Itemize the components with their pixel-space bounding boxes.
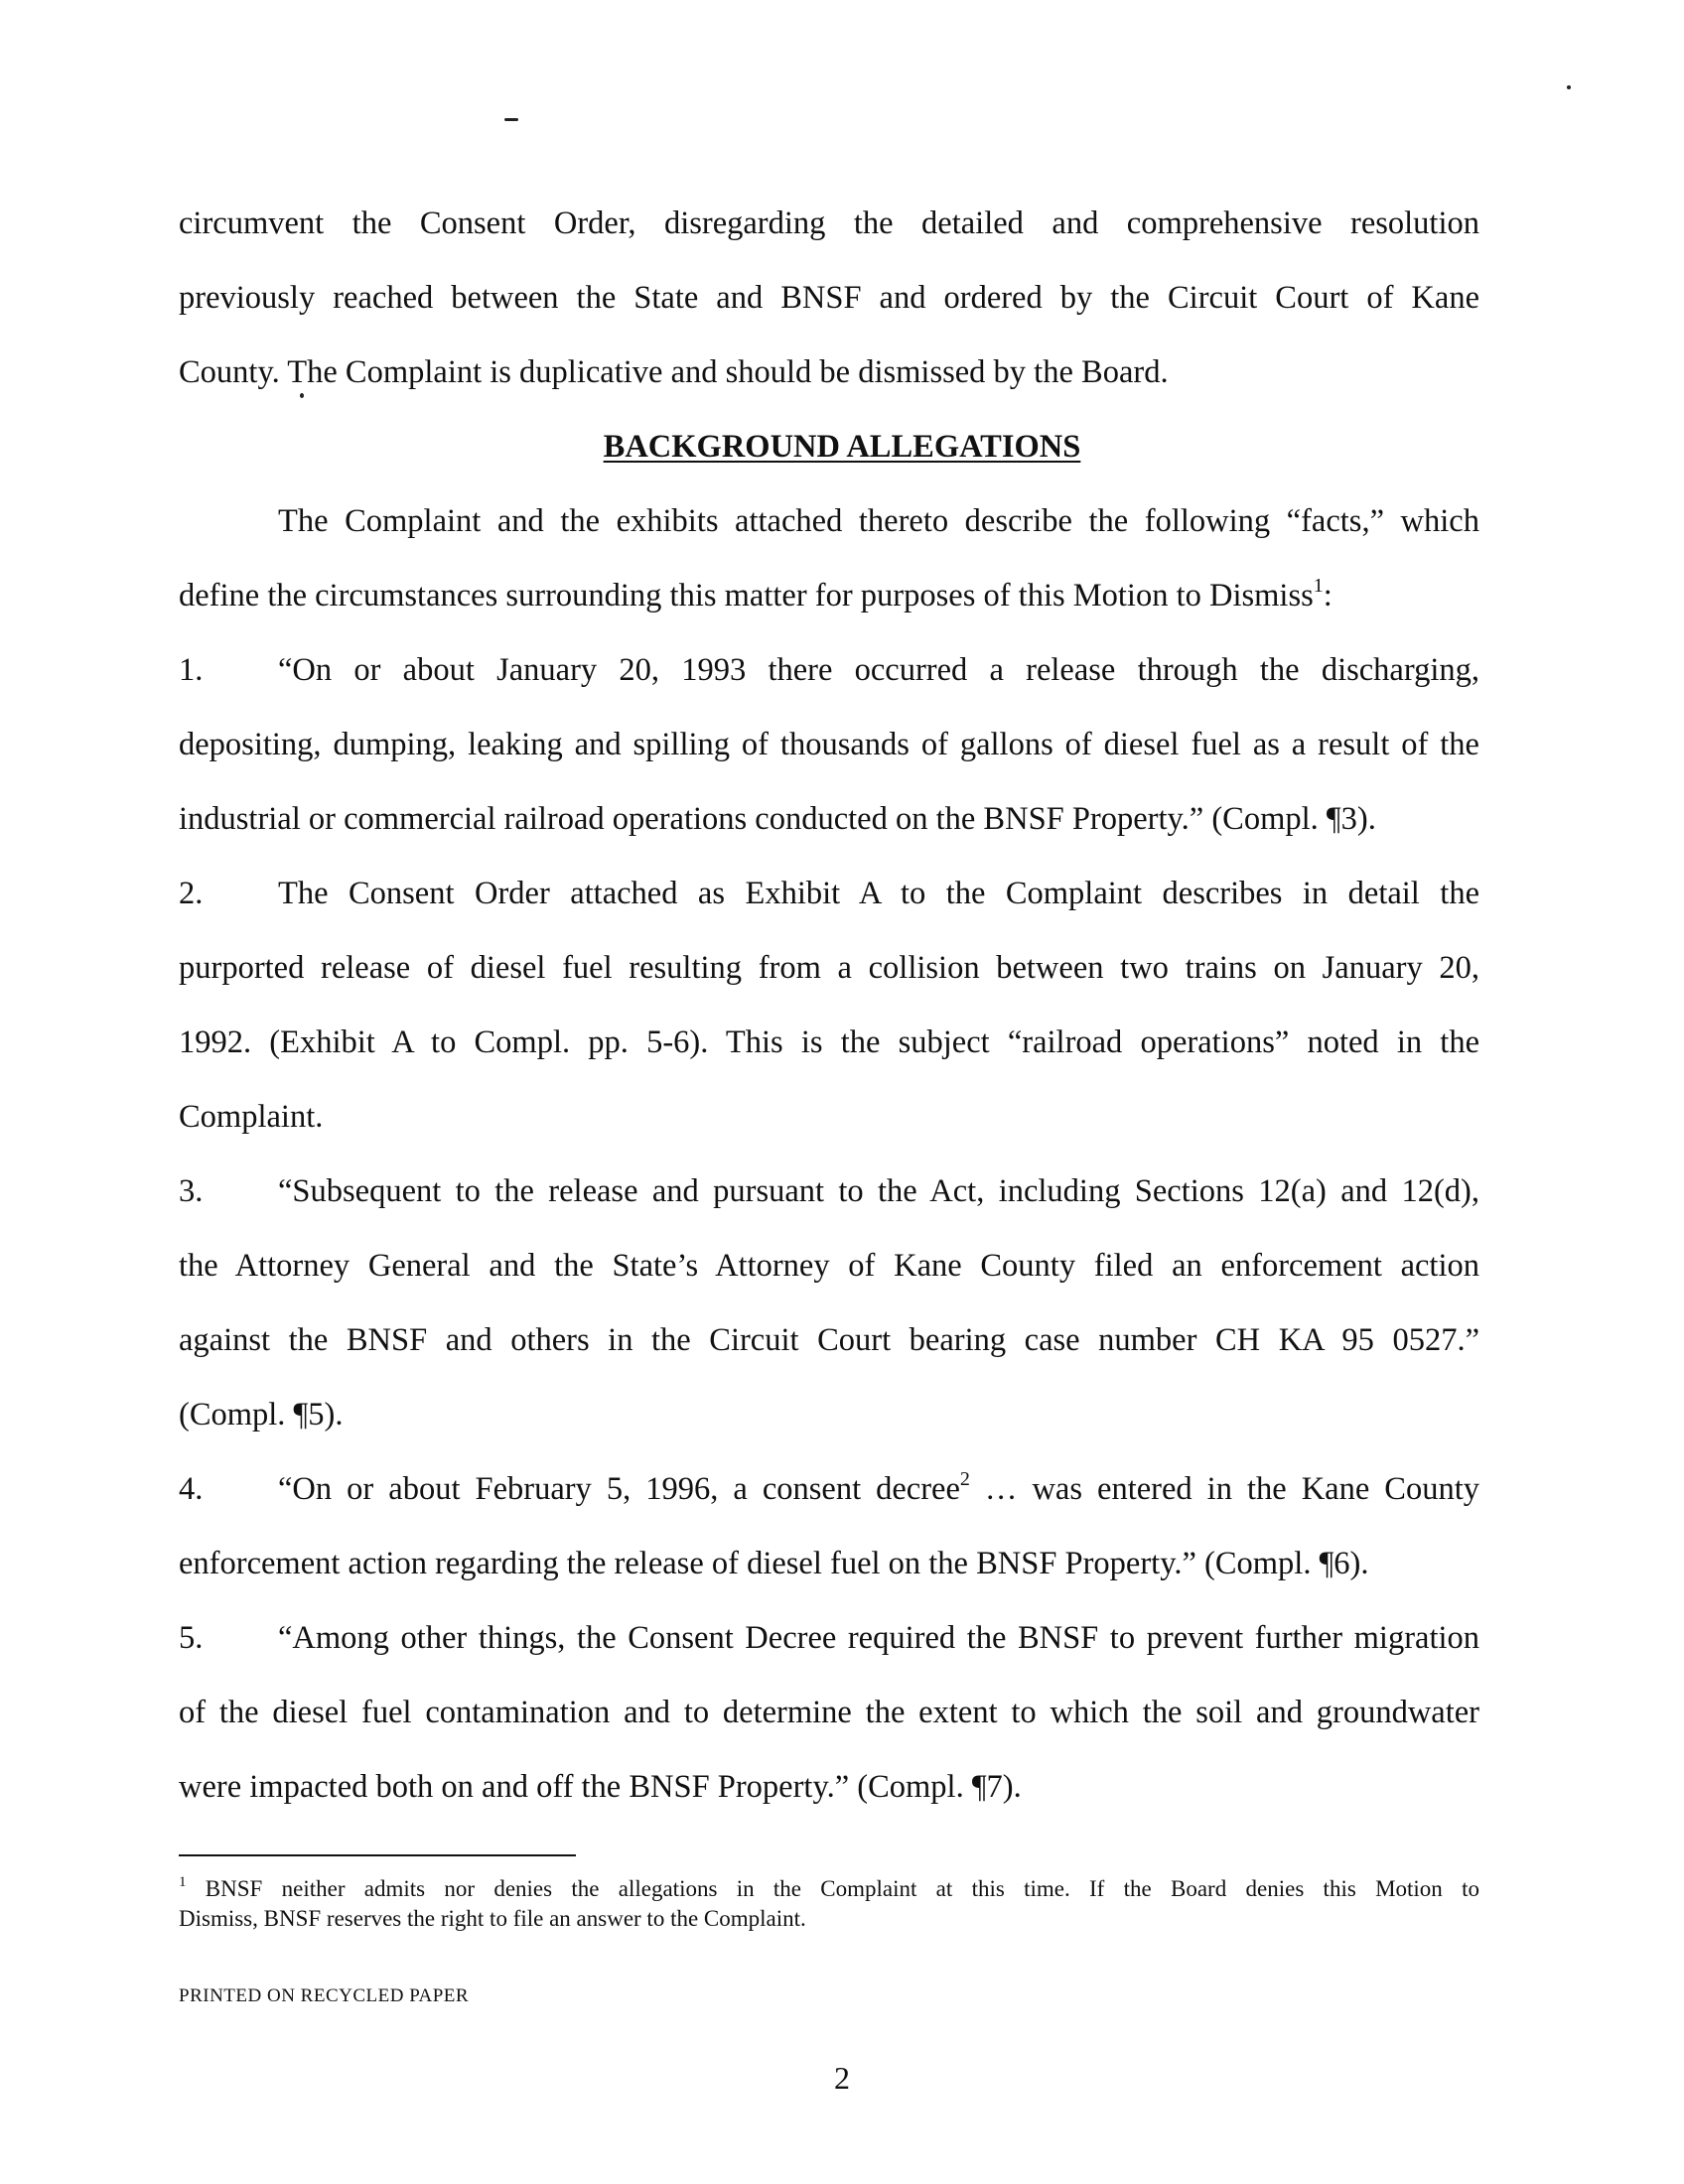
footnote-reference: 1	[1313, 575, 1324, 597]
scan-speck	[504, 118, 518, 121]
scan-speck	[300, 393, 304, 398]
printed-notice: PRINTED ON RECYCLED PAPER	[179, 1985, 470, 2006]
list-item-line: industrial or commercial railroad operations conducted on the BNSF Property.” (Compl. ¶3).	[179, 801, 1376, 837]
lead-line: The Complaint and the exhibits attached thereto describe the following “facts,” which	[278, 503, 1479, 539]
footnote-divider	[179, 1854, 576, 1856]
list-item-line: against the BNSF and others in the Circuit Court bearing case number CH KA 95 0527.”	[179, 1322, 1479, 1358]
list-item-line: enforcement action regarding the release of diesel fuel on the BNSF Property.” (Compl. ¶6).	[179, 1546, 1369, 1581]
list-item-line: the Attorney General and the State’s Attorney of Kane County filed an enforcement action	[179, 1248, 1479, 1284]
section-heading: BACKGROUND ALLEGATIONS	[603, 429, 1081, 465]
footnote-line: Dismiss, BNSF reserves the right to file an answer to the Complaint.	[179, 1906, 806, 1931]
list-item: 1. “On or about January 20, 1993 there occurred a release through the discharging,	[179, 652, 1479, 688]
lead-line: define the circumstances surrounding this matter for purposes of this Motion to Dismiss$^1$:	[179, 575, 1333, 614]
list-item-line: of the diesel fuel contamination and to determine the extent to which the soil and groundwater	[179, 1695, 1479, 1730]
list-item: 2. The Consent Order attached as Exhibit A to the Complaint describes in detail the	[179, 876, 1479, 911]
list-item-line: purported release of diesel fuel resulting from a collision between two trains on January 20,	[179, 950, 1479, 986]
footnote-marker: 1	[179, 1874, 187, 1890]
intro-line: previously reached between the State and BNSF and ordered by the Circuit Court of Kane	[179, 280, 1479, 316]
footnote-reference: 2	[959, 1468, 970, 1490]
list-item-line: depositing, dumping, leaking and spilling of thousands of gallons of diesel fuel as a result of the	[179, 727, 1479, 762]
list-item-line: 1992. (Exhibit A to Compl. pp. 5-6). This is the subject “railroad operations” noted in the	[179, 1024, 1479, 1060]
list-item-line: (Compl. ¶5).	[179, 1397, 344, 1433]
list-item-line: were impacted both on and off the BNSF Property.” (Compl. ¶7).	[179, 1769, 1022, 1805]
intro-line: County. The Complaint is duplicative and should be dismissed by the Board.	[179, 354, 1169, 390]
intro-line: circumvent the Consent Order, disregarding the detailed and comprehensive resolution	[179, 205, 1479, 241]
page-number: 2	[834, 2060, 850, 2096]
list-item-line: Complaint.	[179, 1099, 324, 1135]
list-item: 5. “Among other things, the Consent Decree required the BNSF to prevent further migration	[179, 1620, 1479, 1656]
scan-speck	[1567, 85, 1571, 89]
footnote: $^1$ BNSF neither admits nor denies the allegations in the Complaint at this time. If the Board denies this Motion to	[179, 1874, 1479, 1901]
list-item: 3. “Subsequent to the release and pursuant to the Act, including Sections 12(a) and 12(d),	[179, 1173, 1479, 1209]
list-item: 4. “On or about February 5, 1996, a consent decree$^2$ … was entered in the Kane County	[179, 1468, 1479, 1507]
